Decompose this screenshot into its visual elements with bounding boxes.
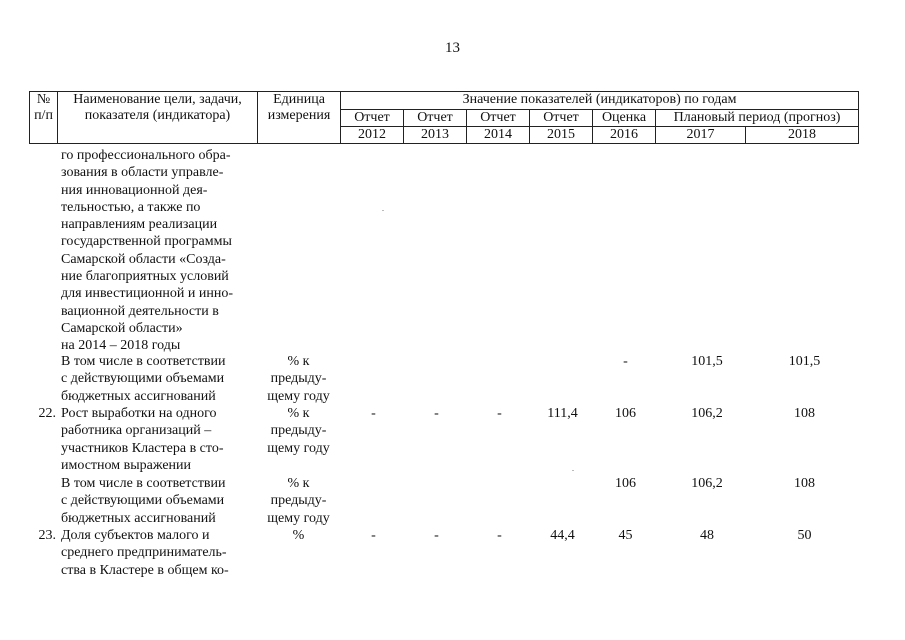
row-unit: %	[292, 528, 305, 543]
cell-2015: 44,4	[550, 528, 575, 543]
cell-2014: -	[497, 528, 502, 543]
header-year-2012: 2012	[341, 127, 404, 144]
scan-speck	[382, 210, 384, 211]
row-unit: % к предыду- щему году	[267, 406, 330, 456]
cell-2018: 108	[794, 476, 815, 491]
table-header	[29, 91, 859, 144]
row-unit: % к предыду- щему году	[267, 476, 330, 526]
page-number: 13	[445, 40, 460, 56]
cell-2018: 101,5	[788, 354, 821, 369]
header-year-2014: 2014	[467, 127, 530, 144]
row-name: В том числе в соответствии с действующими объемами бюджетных ассигнований	[61, 476, 226, 526]
header-year-2018: 2018	[746, 127, 859, 144]
cell-2012: -	[371, 528, 376, 543]
header-year-2016: 2016	[593, 127, 656, 144]
cell-2017: 106,2	[691, 406, 723, 421]
cell-2016: 45	[618, 528, 633, 543]
cell-2016: 106	[615, 406, 636, 421]
cell-2012: -	[371, 406, 376, 421]
header-year-2017: 2017	[656, 127, 746, 144]
cell-2016: 106	[615, 476, 636, 491]
cell-2016: -	[623, 354, 628, 369]
row-number: 22.	[38, 406, 56, 421]
header-year-2015: 2015	[530, 127, 593, 144]
cell-2018: 108	[794, 406, 815, 421]
header-label-2015: Отчет	[530, 110, 593, 127]
header-label-2013: Отчет	[404, 110, 467, 127]
row-name: Рост выработки на одного работника организаций – участников Кластера в сто- имостном выражении	[61, 406, 224, 473]
cell-2017: 48	[700, 528, 714, 543]
row-name: В том числе в соответствии с действующими объемами бюджетных ассигнований	[61, 354, 226, 404]
header-unit: Единица измерения	[258, 92, 341, 144]
cell-2013: -	[434, 528, 439, 543]
header-label-2012: Отчет	[341, 110, 404, 127]
cell-2017: 101,5	[691, 354, 723, 369]
header-name: Наименование цели, задачи, показателя (индикатора)	[58, 92, 258, 144]
row-unit: % к предыду- щему году	[267, 354, 330, 404]
cell-2014: -	[497, 406, 502, 421]
continued-name-text: го профессионального обра- зования в области управле- ния инновационной дея- тельностью, а также по направлениям реализации государственной программы Самарской области «Созда- ние благоприятных условий для инвестиционной и инно- вационной деятельности в Самарской области» на 2014 – 2018 годы	[61, 148, 234, 354]
row-number: 23.	[38, 528, 56, 543]
cell-2017: 106,2	[691, 476, 723, 491]
cell-2018: 50	[797, 528, 812, 543]
header-label-2016: Оценка	[593, 110, 656, 127]
header-year-2013: 2013	[404, 127, 467, 144]
header-num: № п/п	[30, 92, 58, 144]
header-label-2014: Отчет	[467, 110, 530, 127]
row-name: Доля субъектов малого и среднего предприниматель- ства в Кластере в общем ко-	[61, 528, 229, 578]
header-plan-title: Плановый период (прогноз)	[656, 110, 859, 127]
scan-speck	[572, 470, 574, 471]
header-values-title: Значение показателей (индикаторов) по годам	[341, 92, 859, 110]
cell-2015: 111,4	[547, 406, 578, 421]
cell-2013: -	[434, 406, 439, 421]
